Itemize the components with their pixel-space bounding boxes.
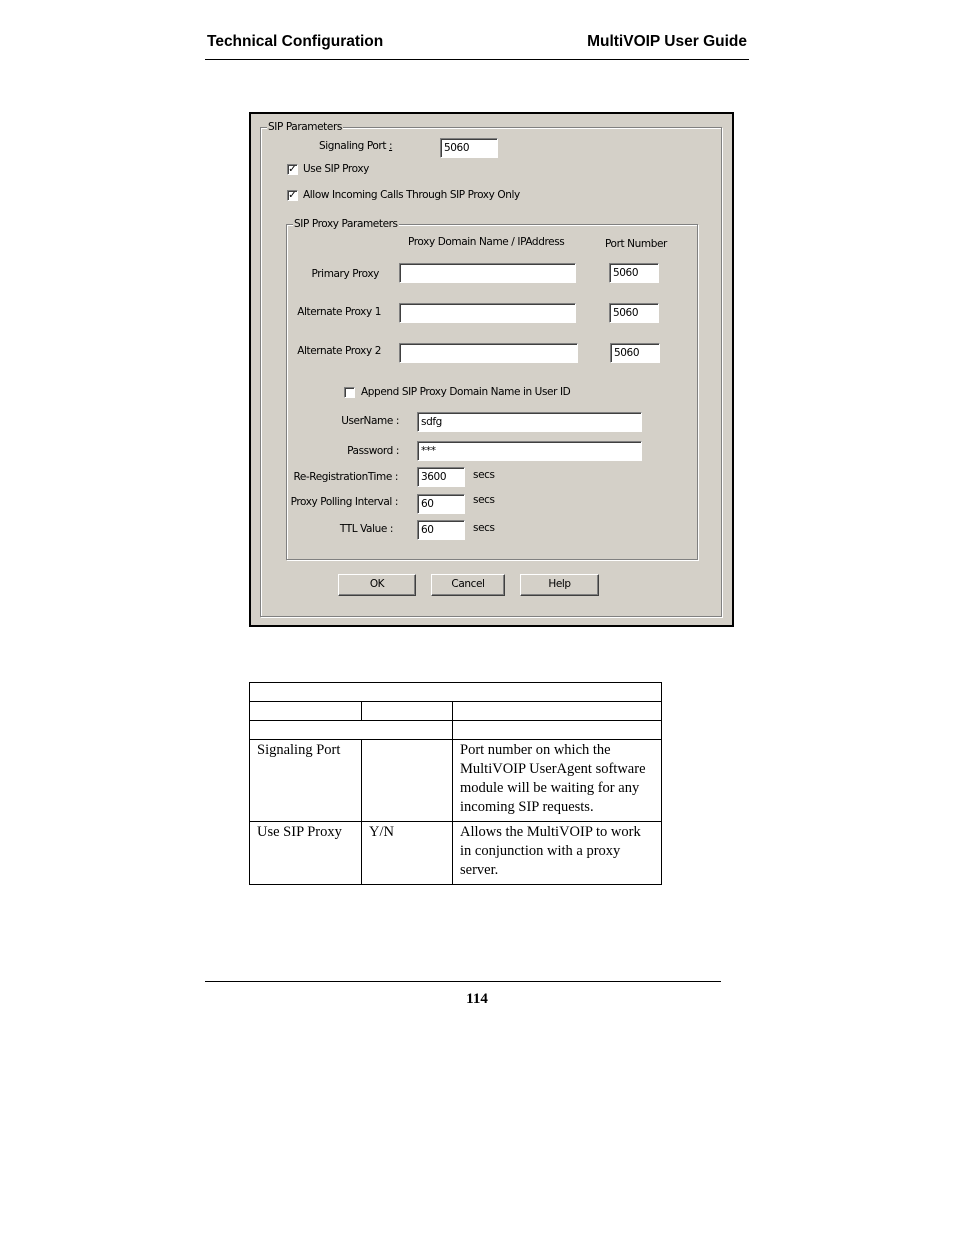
table-cell-description: Allows the MultiVOIP to work in conjunction with a proxy server.: [453, 822, 662, 885]
table-cell-field: Signaling Port: [250, 740, 362, 822]
footer-divider: [205, 981, 721, 982]
table-header-cell-values: [362, 702, 453, 721]
sip-parameters-dialog: [249, 112, 734, 627]
parameter-table: [249, 682, 662, 885]
use-sip-proxy-label[interactable]: Use SIP Proxy: [303, 163, 369, 175]
reregistration-time-label: Re-RegistrationTime :: [293, 471, 398, 483]
primary-proxy-port-input[interactable]: 5060: [609, 263, 659, 283]
allow-incoming-label[interactable]: Allow Incoming Calls Through SIP Proxy Only: [303, 189, 520, 201]
table-section-row: [250, 721, 662, 740]
alternate-proxy-2-port-input[interactable]: 5060: [610, 343, 660, 363]
ttl-value-input[interactable]: 60: [417, 520, 465, 540]
signaling-port-input[interactable]: 5060: [440, 138, 498, 158]
username-label: UserName :: [341, 415, 399, 427]
table-cell-description: Port number on which the MultiVOIP UserAgent software module will be waiting for any incoming SIP requests.: [453, 740, 662, 822]
table-header-row: [250, 702, 662, 721]
cancel-button[interactable]: Cancel: [431, 574, 505, 596]
ttl-value-unit: secs: [473, 522, 495, 534]
alternate-proxy-2-domain-input[interactable]: [399, 343, 578, 363]
password-input[interactable]: ***: [417, 441, 642, 461]
reregistration-time-input[interactable]: 3600: [417, 467, 465, 487]
primary-proxy-domain-input[interactable]: [399, 263, 576, 283]
table-section-cell: [250, 721, 453, 740]
password-label: Password :: [347, 445, 399, 457]
append-domain-label[interactable]: Append SIP Proxy Domain Name in User ID: [361, 386, 571, 398]
domain-column-header: Proxy Domain Name / IPAddress: [408, 236, 565, 248]
proxy-polling-interval-input[interactable]: 60: [417, 494, 465, 514]
table-row: [250, 740, 662, 822]
use-sip-proxy-checkbox[interactable]: ✓: [288, 164, 297, 175]
proxy-polling-interval-unit: secs: [473, 494, 495, 506]
alternate-proxy-1-domain-input[interactable]: [399, 303, 576, 323]
allow-incoming-checkbox[interactable]: ✓: [288, 190, 297, 201]
table-row: [250, 822, 662, 885]
reregistration-time-unit: secs: [473, 469, 495, 481]
sip-proxy-parameters-group-title: SIP Proxy Parameters: [294, 218, 398, 230]
table-title-cell: [250, 683, 662, 702]
page-header-right: MultiVOIP User Guide: [587, 33, 747, 50]
signaling-port-label: Signaling Port :: [319, 140, 393, 152]
table-header-cell-field: [250, 702, 362, 721]
ok-button[interactable]: OK: [338, 574, 416, 596]
header-divider: [205, 59, 749, 60]
proxy-polling-interval-label: Proxy Polling Interval :: [290, 496, 398, 508]
alternate-proxy-2-label: Alternate Proxy 2: [297, 345, 381, 357]
table-cell-values: [362, 740, 453, 822]
table-cell-values: Y/N: [362, 822, 453, 885]
append-domain-checkbox[interactable]: [344, 387, 355, 398]
ttl-value-label: TTL Value :: [339, 523, 393, 535]
alternate-proxy-1-label: Alternate Proxy 1: [297, 306, 381, 318]
table-cell-field: Use SIP Proxy: [250, 822, 362, 885]
help-button[interactable]: Help: [520, 574, 599, 596]
table-title-row: [250, 683, 662, 702]
primary-proxy-label: Primary Proxy: [311, 268, 379, 280]
table-section-cell-description: [453, 721, 662, 740]
alternate-proxy-1-port-input[interactable]: 5060: [609, 303, 659, 323]
page-header-left: Technical Configuration: [207, 33, 384, 50]
table-header-cell-description: [453, 702, 662, 721]
username-input[interactable]: sdfg: [417, 412, 642, 432]
port-column-header: Port Number: [605, 238, 667, 250]
page-number: 114: [466, 991, 488, 1007]
sip-parameters-group-title: SIP Parameters: [268, 121, 342, 133]
